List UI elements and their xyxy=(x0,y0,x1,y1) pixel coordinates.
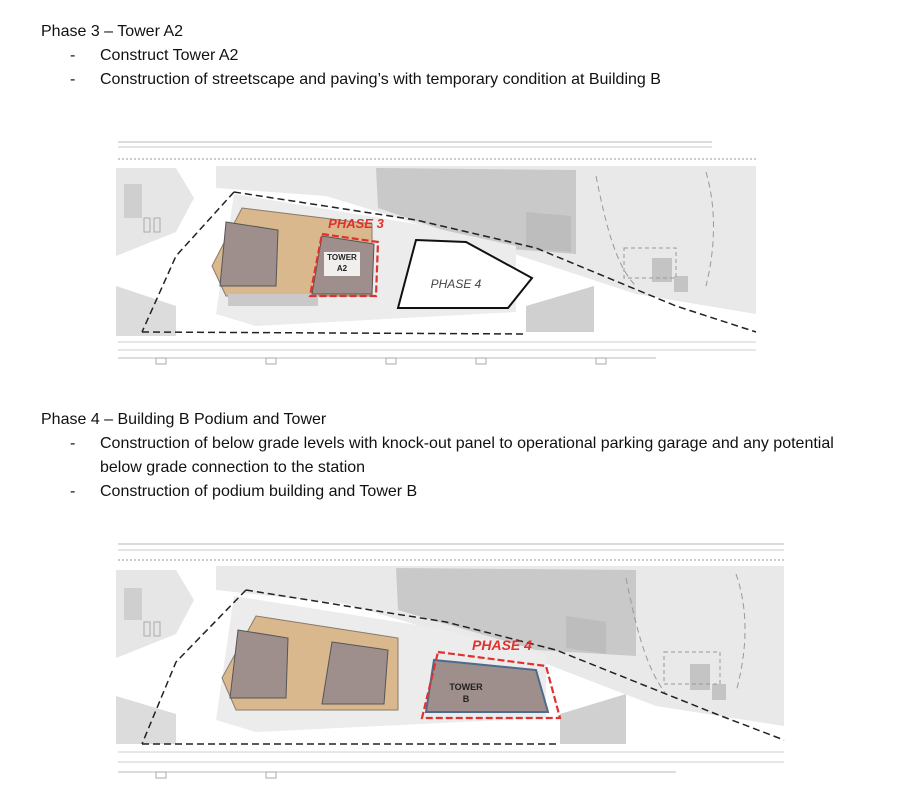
phase3-site-plan xyxy=(116,136,758,372)
phase4-heading: Phase 4 – Building B Podium and Tower xyxy=(41,411,327,428)
tower-b-label-line1: TOWER xyxy=(449,682,483,692)
phase3-plan-label: PHASE 3 xyxy=(328,216,384,231)
bullet-text: Construction of below grade levels with knock-out panel to operational parking garage and any potential below grade connection to the station xyxy=(100,435,834,476)
bullet-marker: - xyxy=(70,71,76,88)
phase4-plan-label: PHASE 4 xyxy=(472,637,532,653)
tower-a2-label-line2: A2 xyxy=(336,264,348,273)
phase4-site-plan xyxy=(116,538,786,782)
bullet-marker: - xyxy=(70,483,76,500)
phase3-bullet-1 xyxy=(70,44,840,68)
bullet-text: Construction of podium building and Tower B xyxy=(100,483,418,500)
tower-b-label-line2: B xyxy=(462,694,470,704)
phase3-bullet-2 xyxy=(70,68,840,92)
phase3-heading: Phase 3 – Tower A2 xyxy=(41,23,184,40)
bullet-text: Construction of streetscape and paving’s with temporary condition at Building B xyxy=(100,71,661,88)
tower-a2-label-line1: TOWER xyxy=(327,253,357,262)
phase4-bullet-2 xyxy=(70,480,840,504)
bullet-text: Construct Tower A2 xyxy=(100,47,239,64)
phase4-bullet-1 xyxy=(70,432,840,480)
bullet-marker: - xyxy=(70,435,76,452)
bullet-marker: - xyxy=(70,47,76,64)
phase4-parcel-label: PHASE 4 xyxy=(430,277,482,291)
